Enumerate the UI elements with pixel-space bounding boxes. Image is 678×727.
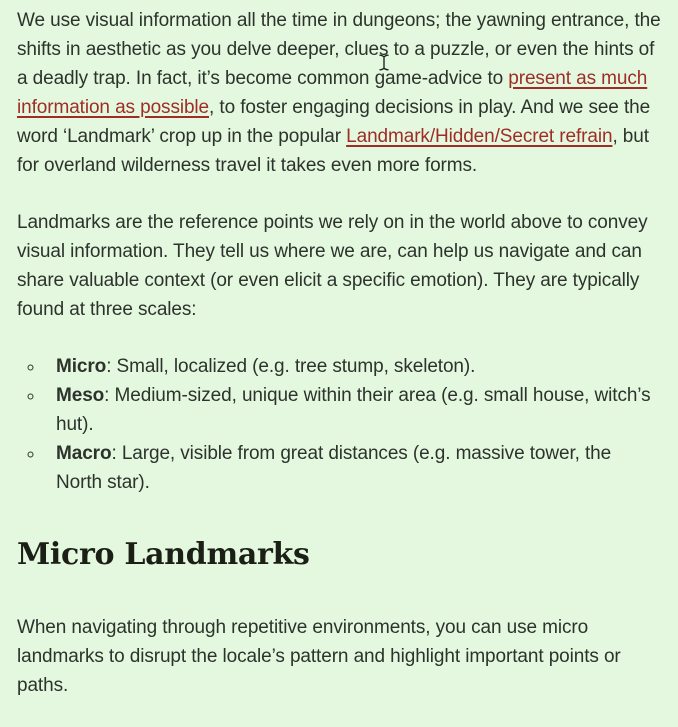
list-text-micro: : Small, localized (e.g. tree stump, skeleton).: [106, 356, 476, 377]
landmark-scales-list: [17, 352, 661, 497]
list-term-meso: Meso: [56, 385, 105, 406]
paragraph-intro: [17, 6, 661, 180]
list-text-meso: : Medium-sized, unique within their area (e.g. small house, witch’s hut).: [56, 385, 651, 435]
list-item-meso: [45, 381, 661, 439]
section-heading-micro-landmarks: Micro Landmarks: [17, 537, 310, 572]
list-item-micro: [45, 352, 661, 381]
intro-text-3: , but for overland wilderness travel it takes even more forms.: [17, 126, 649, 176]
list-term-macro: Macro: [56, 443, 112, 464]
article-content: [17, 6, 661, 700]
link-landmark-hidden-secret-refrain[interactable]: Landmark/Hidden/Secret refrain: [346, 126, 613, 147]
intro-text-1: We use visual information all the time in dungeons; the yawning entrance, the shifts in aesthetic as you delve deeper, clues to a puzzle, or even the hints of a deadly trap. In fact, it’s become common game-advice to: [17, 10, 661, 89]
list-item-macro: [45, 439, 661, 497]
paragraph-micro-landmarks: When navigating through repetitive environments, you can use micro landmarks to disrupt the locale’s pattern and highlight important points or paths.: [17, 617, 621, 696]
list-term-micro: Micro: [56, 356, 107, 377]
intro-text-2: , to foster engaging decisions in play. And we see the word ‘Landmark’ crop up in the popular: [17, 97, 651, 147]
link-present-as-much-information[interactable]: present as much information as possible: [17, 68, 648, 118]
paragraph-landmarks: Landmarks are the reference points we rely on in the world above to convey visual information. They tell us where we are, can help us navigate and can share valuable context (or even elicit a specific emotion). They are typically found at three scales:: [17, 212, 648, 320]
list-text-macro: : Large, visible from great distances (e.g. massive tower, the North star).: [56, 443, 612, 493]
